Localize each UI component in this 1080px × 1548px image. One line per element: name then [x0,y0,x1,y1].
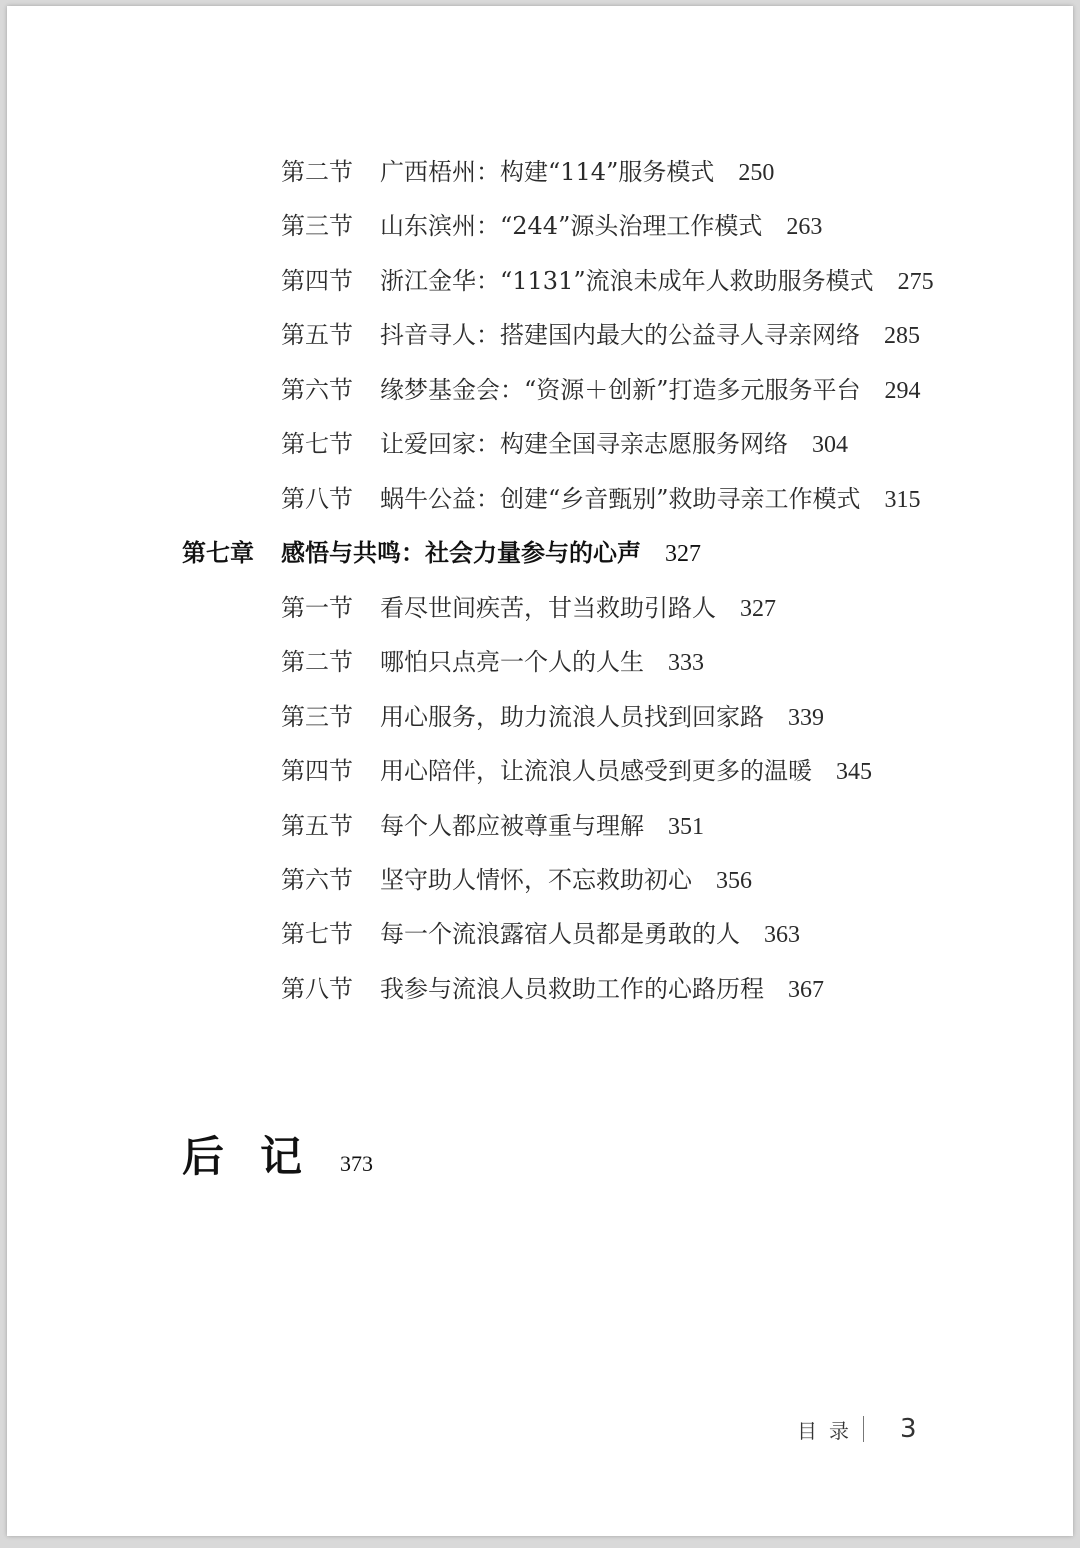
toc-entry [281,751,872,791]
toc-entry [281,424,848,464]
toc-entry-label: 第八节 [281,975,353,1003]
toc-entry-title: 浙江金华：“1131”流浪未成年人救助服务模式 [380,267,874,295]
toc-entry-title: 蜗牛公益：创建“乡音甄别”救助寻亲工作模式 [380,485,861,513]
toc-entry-page: 351 [668,814,704,840]
toc-entry-label: 第二节 [281,648,353,676]
toc-entry [281,806,704,846]
toc-entry-page: 294 [884,378,921,404]
toc-afterword [182,1124,373,1204]
toc-entry-page: 315 [884,487,921,513]
chapter-title: 感悟与共鸣：社会力量参与的心声 [281,538,641,567]
chapter-label: 第七章 [182,538,254,567]
toc-entry-page: 285 [884,323,920,349]
toc-entry-label: 第七节 [281,430,353,458]
chapter-page: 327 [665,541,701,567]
toc-entry-title: 坚守助人情怀，不忘救助初心 [380,866,692,894]
toc-entry-title: 看尽世间疾苦，甘当救助引路人 [380,594,716,622]
toc-entry-page: 250 [738,160,775,186]
toc-entry-label: 第六节 [281,866,353,894]
toc-entry-label: 第四节 [281,757,353,785]
footer-page-number: 3 [900,1414,917,1444]
toc-entry-title: 用心陪伴，让流浪人员感受到更多的温暖 [380,757,812,785]
toc-entry-title: 缘梦基金会：“资源＋创新”打造多元服务平台 [380,376,861,404]
toc-entry-label: 第三节 [281,703,353,731]
toc-entry [281,860,752,900]
toc-entry-page: 275 [897,269,934,295]
afterword-title: 后记 [182,1132,339,1181]
toc-entry-title: 山东滨州：“244”源头治理工作模式 [380,212,763,240]
footer-section-label: 目录 [797,1418,861,1443]
toc-entry-label: 第五节 [281,321,353,349]
toc-entry [281,315,920,355]
toc-entry-label: 第四节 [281,267,353,295]
toc-entry-title: 每一个流浪露宿人员都是勇敢的人 [380,920,740,948]
toc-entry [281,479,921,519]
toc-entry-page: 363 [764,922,800,948]
toc-entry-title: 我参与流浪人员救助工作的心路历程 [380,975,764,1003]
toc-entry-label: 第三节 [281,212,353,240]
toc-entry [281,697,824,737]
toc-entry-title: 哪怕只点亮一个人的人生 [380,648,644,676]
toc-entry [281,969,824,1009]
toc-entry-page: 304 [812,432,848,458]
toc-entry-title: 让爱回家：构建全国寻亲志愿服务网络 [380,430,788,458]
toc-entry-page: 367 [788,977,824,1003]
toc-entry-label: 第七节 [281,920,353,948]
footer-divider [863,1416,864,1442]
toc-entry [281,370,921,410]
toc-entry [281,261,934,301]
toc-entry [281,152,774,192]
toc-entry-title: 每个人都应被尊重与理解 [380,812,644,840]
toc-entry-title: 用心服务，助力流浪人员找到回家路 [380,703,764,731]
toc-entry-page: 327 [740,596,776,622]
toc-entry-page: 345 [836,759,872,785]
toc-entry-label: 第六节 [281,376,353,404]
afterword-page: 373 [340,1151,374,1176]
toc-entry-page: 339 [788,705,824,731]
toc-entry-page: 333 [668,650,704,676]
page-footer [797,1414,917,1454]
toc-entry-label: 第一节 [281,594,353,622]
toc-entry [281,206,822,246]
toc-entry [281,642,704,682]
toc-entry-title: 广西梧州：构建“114”服务模式 [380,158,715,186]
toc-chapter-heading [182,533,701,573]
toc-entry-page: 263 [786,214,823,240]
toc-entry-page: 356 [716,868,752,894]
toc-entry-label: 第八节 [281,485,353,513]
toc-entry [281,914,800,954]
toc-entry [281,588,776,628]
book-page [7,6,1073,1536]
toc-entry-title: 抖音寻人：搭建国内最大的公益寻人寻亲网络 [380,321,860,349]
toc-entry-label: 第五节 [281,812,353,840]
toc-entry-label: 第二节 [281,158,353,186]
